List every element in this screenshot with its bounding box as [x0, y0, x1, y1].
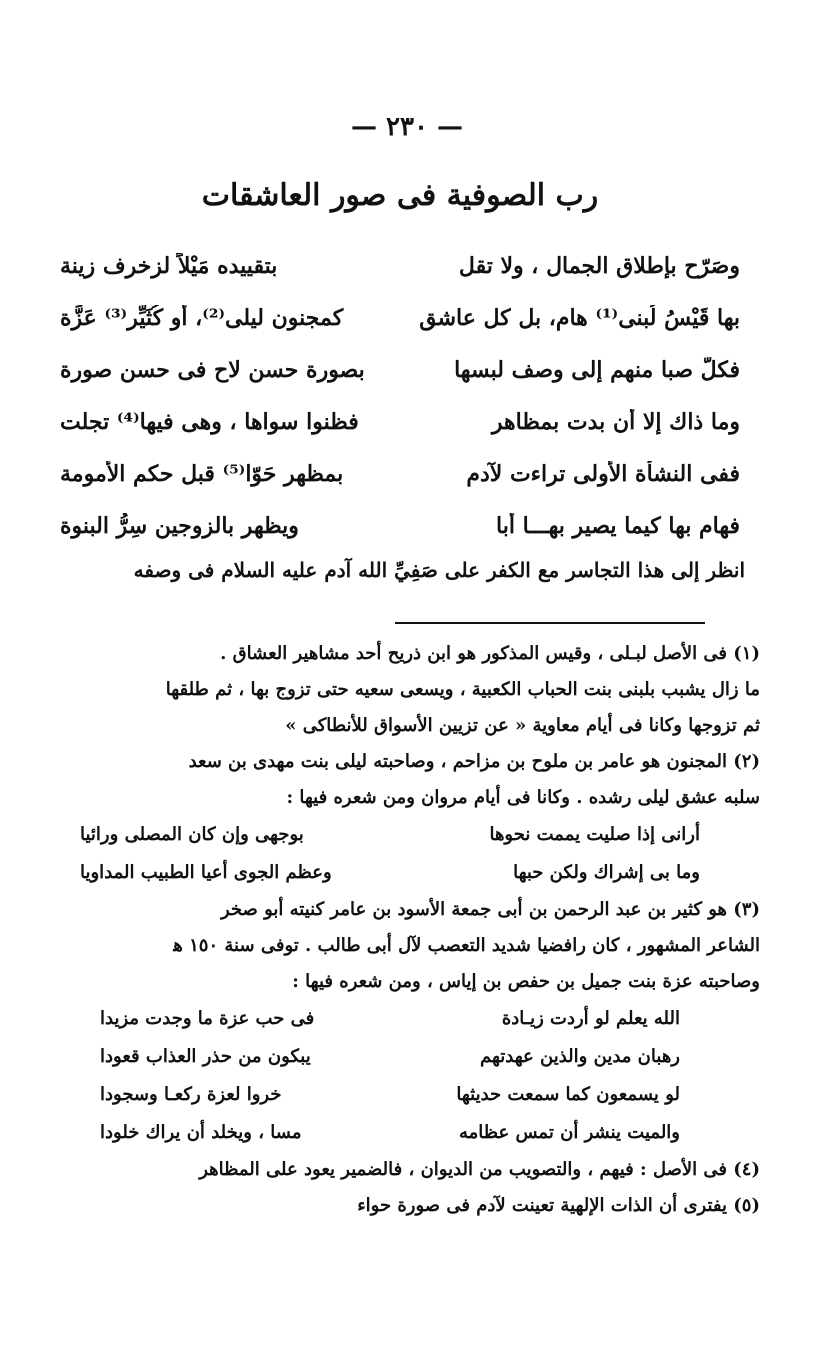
verse-second-hemistich: بوجهى وإن كان المصلى ورائيا: [80, 824, 304, 845]
footnote-verse: [40, 1038, 760, 1076]
footnotes: [40, 636, 760, 1224]
verse-first-hemistich: فهام بها كيما يصير بهـــا أبا: [496, 513, 740, 539]
footnote-2-line: سلبه عشق ليلى رشده . وكانا فى أيام مروان ومن شعره فيها :: [286, 787, 760, 808]
footnote-3-line: الشاعر المشهور ، كان رافضيا شديد التعصب لآل أبى طالب . توفى سنة ١٥٠ ﻫ: [173, 935, 760, 956]
verse-first-hemistich: وصَرّح بإطلاق الجمال ، ولا تقل: [458, 253, 740, 279]
verse-first-hemistich: وما بى إشراك ولكن حبها: [513, 862, 700, 883]
verse-second-hemistich: بصورة حسن لاح فى حسن صورة: [60, 357, 365, 383]
poem-verse: [60, 344, 740, 396]
footnote-divider: [395, 622, 705, 624]
footnote-verse: [40, 1114, 760, 1152]
verse-first-hemistich: أرانى إذا صليت يممت نحوها: [489, 824, 700, 845]
footnote-verse: [40, 816, 760, 854]
verse-second-hemistich: يبكون من حذر العذاب قعودا: [100, 1046, 311, 1067]
poem: [60, 240, 740, 552]
verse-second-hemistich: فظنوا سواها ، وهى فيها⁽⁴⁾ تجلت: [60, 409, 359, 435]
footnote-1-line: ثم تزوجها وكانا فى أيام معاوية « عن تزيين الأسواق للأنطاكى »: [285, 715, 760, 736]
verse-first-hemistich: وما ذاك إلا أن بدت بمظاهر: [491, 409, 740, 435]
verse-first-hemistich: لو يسمعون كما سمعت حديثها: [456, 1084, 680, 1105]
footnote-verse: [40, 1076, 760, 1114]
verse-second-hemistich: فى حب عزة ما وجدت مزيدا: [100, 1008, 315, 1029]
verse-first-hemistich: فكلٌّ صبا منهم إلى وصف لبسها: [454, 357, 740, 383]
footnote-3-line: (٣) هو كثير بن عبد الرحمن بن أبى جمعة الأسود بن عامر كنيته أبو صخر: [220, 899, 760, 920]
verse-second-hemistich: بمظهر حَوّا⁽⁵⁾ قبل حكم الأمومة: [60, 461, 344, 487]
verse-second-hemistich: كمجنون ليلى⁽²⁾، أو كُثَيِّر⁽³⁾ عَزَّة: [60, 305, 344, 331]
poem-verse: [60, 396, 740, 448]
verse-first-hemistich: ففى النشأة الأولى تراءت لآدم: [466, 461, 740, 487]
footnote-verse: [40, 1000, 760, 1038]
footnote-1-line: (١) فى الأصل لبـلى ، وقيس المذكور هو ابن ذريح أحد مشاهير العشاق .: [220, 643, 760, 664]
page-number: — ٢٣٠ —: [350, 112, 464, 142]
footnote-4-line: (٤) فى الأصل : فيهم ، والتصويب من الديوان ، فالضمير يعود على المظاهر: [199, 1159, 760, 1180]
verse-second-hemistich: خروا لعزة ركعـا وسجودا: [100, 1084, 282, 1105]
poem-verse: [60, 500, 740, 552]
verse-second-hemistich: بتقييده مَيْلاً لزخرف زينة: [60, 253, 278, 279]
footnote-3-line: وصاحبته عزة بنت جميل بن حفص بن إياس ، ومن شعره فيها :: [292, 971, 760, 992]
verse-first-hemistich: الله يعلم لو أردت زيـادة: [501, 1008, 680, 1029]
verse-second-hemistich: وعظم الجوى أعيا الطبيب المداويا: [80, 862, 332, 883]
verse-second-hemistich: مسا ، ويخلد أن يراك خلودا: [100, 1122, 302, 1143]
footnote-5-line: (٥) يفترى أن الذات الإلهية تعينت لآدم فى صورة حواء: [357, 1195, 760, 1216]
verse-first-hemistich: بها قَيْسُ لُبنى⁽¹⁾ هام، بل كل عاشق: [419, 305, 740, 331]
footnote-1-line: ما زال يشبب بلبنى بنت الحباب الكعبية ، ويسعى سعيه حتى تزوج بها ، ثم طلقها: [165, 679, 760, 700]
verse-first-hemistich: والميت ينشر أن تمس عظامه: [458, 1122, 680, 1143]
footnote-verse: [40, 854, 760, 892]
poem-verse: [60, 292, 740, 344]
verse-second-hemistich: ويظهر بالزوجين سِرُّ البنوة: [60, 513, 299, 539]
section-title: رب الصوفية فى صور العاشقات: [201, 178, 599, 213]
poem-verse: [60, 448, 740, 500]
footnote-2-line: (٢) المجنون هو عامر بن ملوح بن مزاحم ، وصاحبته ليلى بنت مهدى بن سعد: [188, 751, 760, 772]
verse-first-hemistich: رهبان مدين والذين عهدتهم: [479, 1046, 680, 1067]
poem-verse: [60, 240, 740, 292]
commentary-line: انظر إلى هذا التجاسر مع الكفر على صَفِيِّ الله آدم عليه السلام فى وصفه: [133, 558, 745, 582]
